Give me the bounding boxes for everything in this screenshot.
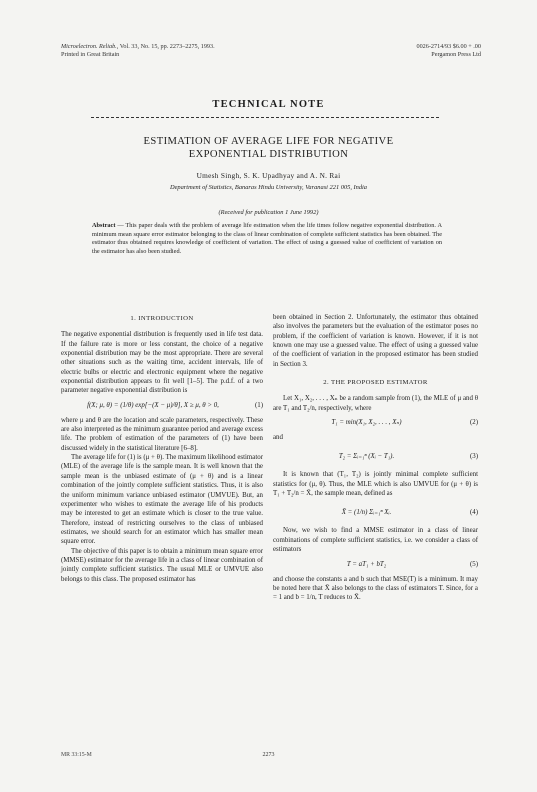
right-paragraph-2: Let X₁, X₂, . . . , Xₙ be a random sample from (1), the MLE of μ and θ are T₁ and T₂/n, respectively, where <box>273 395 478 412</box>
equation-4-body: X̄ = (1/n) Σᵢ₌₁ⁿ Xᵢ. <box>341 509 392 517</box>
dashed-divider <box>91 117 439 118</box>
title-line-2: EXPONENTIAL DISTRIBUTION <box>188 149 349 160</box>
equation-5-number: (5) <box>469 560 478 568</box>
equation-2-number: (2) <box>469 419 478 427</box>
equation-5 <box>273 557 478 573</box>
right-paragraph-1: been obtained in Section 2. Unfortunately, the estimator thus obtained also involves the parameters but the evaluation of the estimator poses no problem, if the coefficient of variation is known. However, if it is not known one may use a guessed value. The effect of using a guessed value of the coefficient of variation in the proposed estimator has been studied in Section 3. <box>273 314 478 368</box>
printed-in: Printed in Great Britain <box>61 51 120 58</box>
equation-2-body: T₁ = min(X₁, X₂, . . . , Xₙ) <box>331 419 402 427</box>
equation-3 <box>273 444 478 468</box>
section-proposed-estimator-heading: 2. THE PROPOSED ESTIMATOR <box>323 379 428 387</box>
journal-name: Microelectron. Reliab., <box>61 43 119 50</box>
authors: Umesh Singh, S. K. Upadhyay and A. N. Rai <box>196 171 341 180</box>
equation-3-number: (3) <box>469 453 478 461</box>
abstract-text: — This paper deals with the problem of average life estimation when the life times follow negative exponential distribution. A minimum mean square error estimator belonging to the class of linear combination of complete sufficient statistics has been obtained. The estimator thus obtained requires knowledge of coefficient of variation. The effect of using a guessed value of coefficient of variation on the estimator has also been studied. <box>92 222 442 255</box>
journal-volume: Vol. 33, No. 15, pp. 2273–2275, 1993. <box>118 43 215 50</box>
affiliation: Department of Statistics, Banaras Hindu University, Varanasi 221 005, India <box>169 184 368 191</box>
journal-citation <box>61 43 215 59</box>
page-number: 2273 <box>262 752 275 758</box>
intro-paragraph-1: The negative exponential distribution is frequently used in life test data. If the failure rate is more or less constant, the choice of a negative exponential distribution may be the most appropriate. There are several other situations such as the waiting time, accident intervals, life of electric bulbs or electric and electronic equipment where the negative exponential distribution appears to fit well [1–5]. The p.d.f. of a two parameter negative exponential distribution is <box>61 331 263 395</box>
technical-note-heading: TECHNICAL NOTE <box>212 99 325 110</box>
paper-title <box>0 135 537 161</box>
equation-2 <box>273 415 478 431</box>
equation-3-body: T₂ = Σᵢ₌₁ⁿ (Xᵢ − T₁). <box>338 453 395 461</box>
equation-4-number: (4) <box>469 509 478 517</box>
title-line-1: ESTIMATION OF AVERAGE LIFE FOR NEGATIVE <box>143 136 394 147</box>
abstract-label: Abstract <box>92 222 116 229</box>
right-column <box>273 313 478 603</box>
intro-paragraph-4: The objective of this paper is to obtain a minimum mean square error (MMSE) estimator for the average life in a class of linear combination of jointly complete sufficient statistics. The usual MLE or UMVUE also belongs to this class. The proposed estimator has <box>61 547 263 583</box>
equation-1 <box>61 398 263 414</box>
right-paragraph-4: Now, we wish to find a MMSE estimator in a class of linear combinations of complete sufficient statistics, i.e. we consider a class of estimators <box>273 527 478 554</box>
footer-code: MR 33:15-M <box>61 752 92 758</box>
abstract <box>92 222 442 256</box>
equation-1-body: f(X; μ, θ) = (1/θ) exp[−(X − μ)/θ], X ≥ μ, θ > 0, <box>87 401 219 409</box>
equation-4 <box>273 500 478 524</box>
equation-5-body: T = aT₁ + bT₂ <box>346 560 387 568</box>
left-column <box>61 313 263 584</box>
received-date: (Received for publication 1 June 1992) <box>218 209 319 216</box>
publisher: Pergamon Press Ltd <box>431 51 481 58</box>
section-introduction-heading: 1. INTRODUCTION <box>130 315 194 322</box>
intro-paragraph-3: The average life for (1) is (μ + θ). The maximum likelihood estimator (MLE) of the average life is the sample mean. It is well known that the sample mean is the unbiased estimate of (μ + θ) and is a linear combination of the jointly complete sufficient statistics. Thus, it is also the uniform minimum variance unbiased estimator (UMVUE). But, an experimenter who wishes to estimate the average life of his products may be interested to get an estimate which is closer to the true value. Therefore, instead of restricting ourselves to the class of unbiased estimates, we should search for an estimator which has smaller mean square error. <box>61 454 263 546</box>
issn: 0026-2714/93 $6.00 + .00 <box>416 43 481 50</box>
right-paragraph-5: and choose the constants a and b such that MSE(T) is a minimum. It may be noted here that X̄ also belongs to the class of estimators T. Since, for a = 1 and b = 1/n, T reduces to X̄. <box>273 575 478 602</box>
and-connector: and <box>273 434 283 442</box>
right-paragraph-3: It is known that (T₁, T₂) is jointly minimal complete sufficient statistics for (μ, θ). Thus, the MLE which is also UMVUE for (μ + θ) is T₁ + T₂/n = X̄, the sample mean, defined as <box>273 471 478 498</box>
equation-1-number: (1) <box>254 401 263 409</box>
intro-paragraph-2: where μ and θ are the location and scale parameters, respectively. These are also interpreted as the minimum guarantee period and average excess life. The problem of estimation of the parameters of (1) have been discussed widely in the statistical literature [6–8]. <box>61 416 263 452</box>
issn-block <box>416 43 481 59</box>
